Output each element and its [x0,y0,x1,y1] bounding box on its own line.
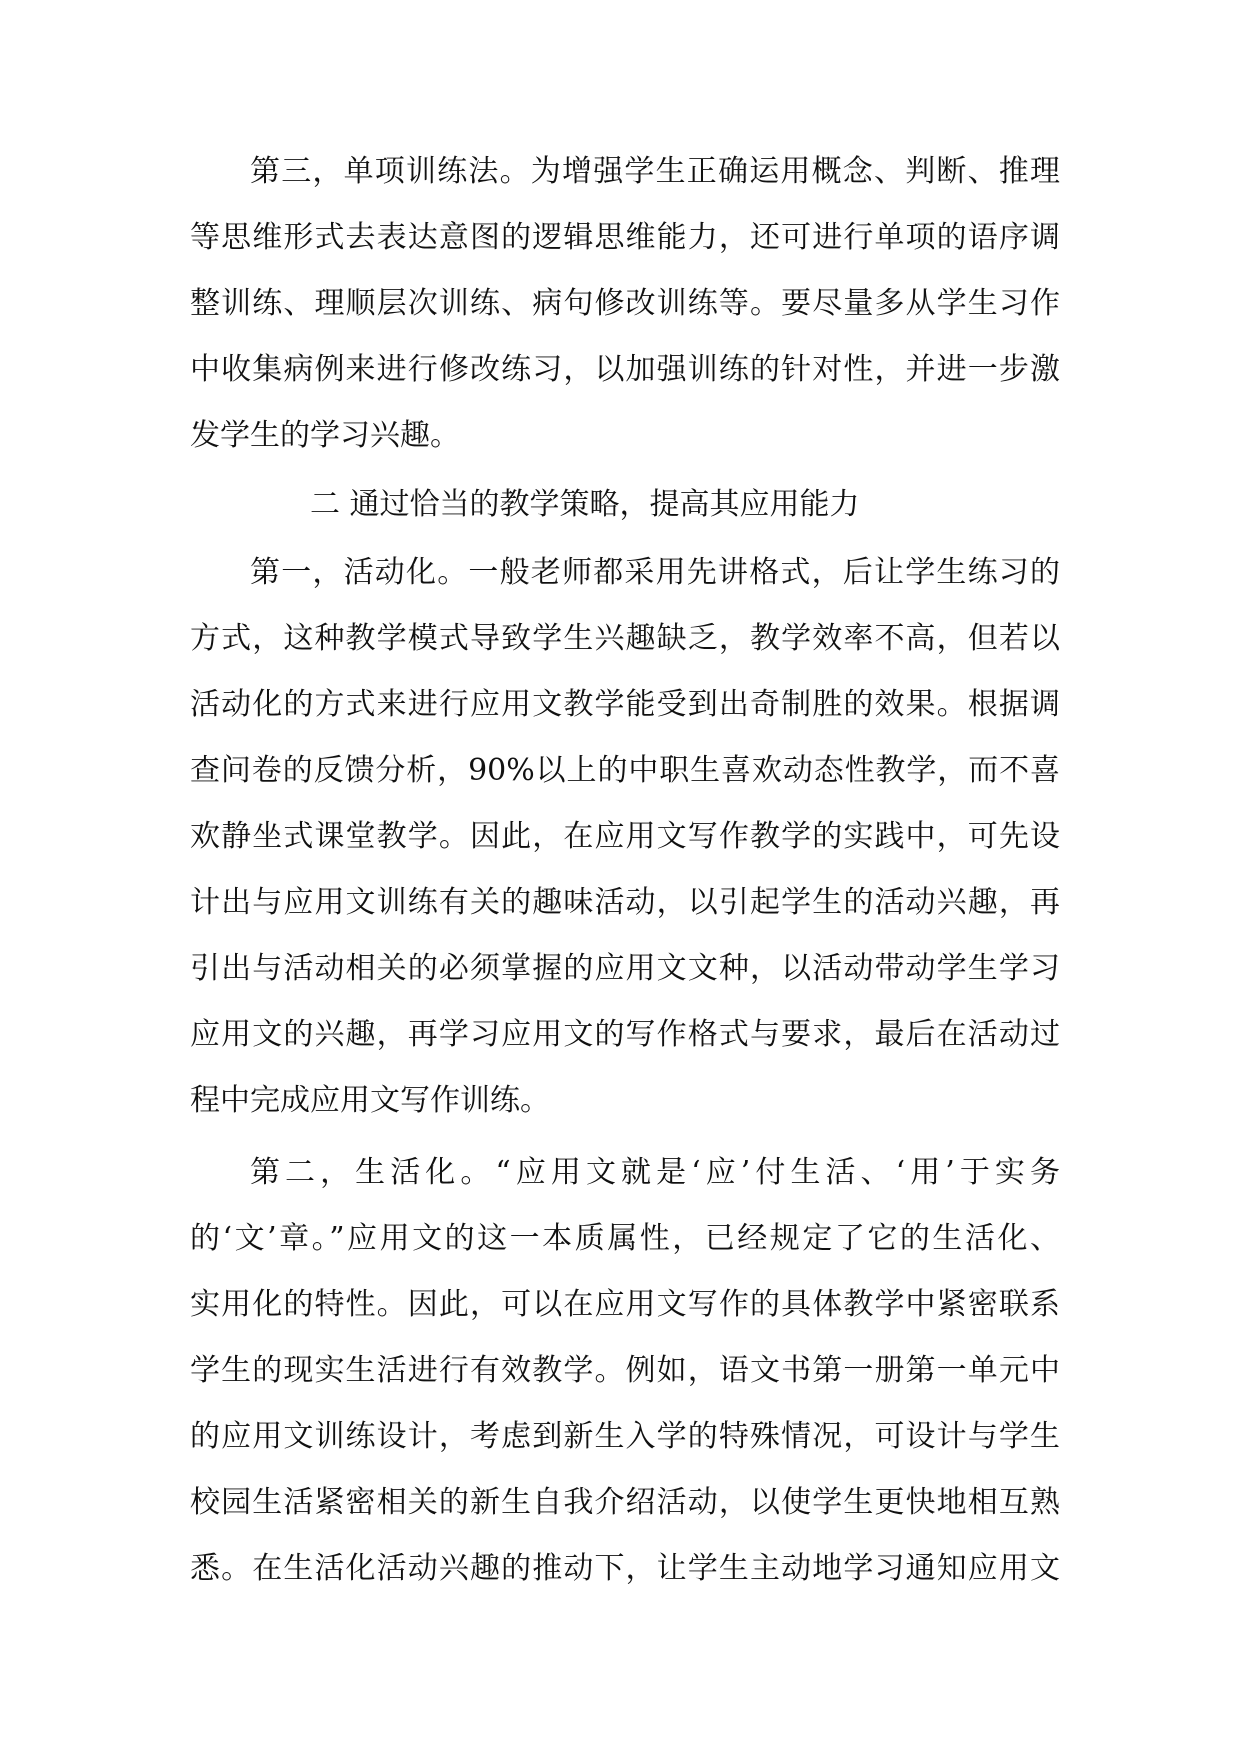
paragraph-2-line-3: 活动化的方式来进行应用文教学能受到出奇制胜的效果。根据调 [190,687,1060,722]
paragraph-2-line-1: 第一，活动化。一般老师都采用先讲格式，后让学生练习的 [250,555,1060,590]
paragraph-2-line-7: 引出与活动相关的必须掌握的应用文文种，以活动带动学生学习 [190,951,1060,986]
paragraph-3-line-4: 学生的现实生活进行有效教学。例如，语文书第一册第一单元中 [190,1353,1060,1388]
paragraph-3-line-2: 的‘文’章。”应用文的这一本质属性，已经规定了它的生活化、 [190,1221,1060,1256]
paragraph-2-line-4: 查问卷的反馈分析，90%以上的中职生喜欢动态性教学，而不喜 [190,753,1060,788]
paragraph-2-line-5: 欢静坐式课堂教学。因此，在应用文写作教学的实践中，可先设 [190,819,1060,854]
paragraph-3-line-6: 校园生活紧密相关的新生自我介绍活动，以使学生更快地相互熟 [190,1485,1060,1520]
paragraph-2-line-2: 方式，这种教学模式导致学生兴趣缺乏，教学效率不高，但若以 [190,621,1060,656]
paragraph-2-line-9: 程中完成应用文写作训练。 [190,1083,550,1118]
paragraph-1-line-5: 发学生的学习兴趣。 [190,418,460,453]
paragraph-1-line-2: 等思维形式去表达意图的逻辑思维能力，还可进行单项的语序调 [190,220,1060,255]
paragraph-1-line-1: 第三，单项训练法。为增强学生正确运用概念、判断、推理 [250,154,1060,189]
paragraph-2-line-8: 应用文的兴趣，再学习应用文的写作格式与要求，最后在活动过 [190,1017,1060,1052]
paragraph-1-line-4: 中收集病例来进行修改练习，以加强训练的针对性，并进一步激 [190,352,1060,387]
section-heading: 二 通过恰当的教学策略，提高其应用能力 [310,487,860,522]
paragraph-3-line-3: 实用化的特性。因此，可以在应用文写作的具体教学中紧密联系 [190,1287,1060,1322]
paragraph-2-line-6: 计出与应用文训练有关的趣味活动，以引起学生的活动兴趣，再 [190,885,1060,920]
paragraph-1-line-3: 整训练、理顺层次训练、病句修改训练等。要尽量多从学生习作 [190,286,1060,321]
paragraph-3-line-5: 的应用文训练设计，考虑到新生入学的特殊情况，可设计与学生 [190,1419,1060,1454]
paragraph-3-line-7: 悉。在生活化活动兴趣的推动下，让学生主动地学习通知应用文 [190,1551,1060,1586]
paragraph-3-line-1: 第二，生活化。“应用文就是‘应’付生活、‘用’于实务 [250,1155,1060,1190]
